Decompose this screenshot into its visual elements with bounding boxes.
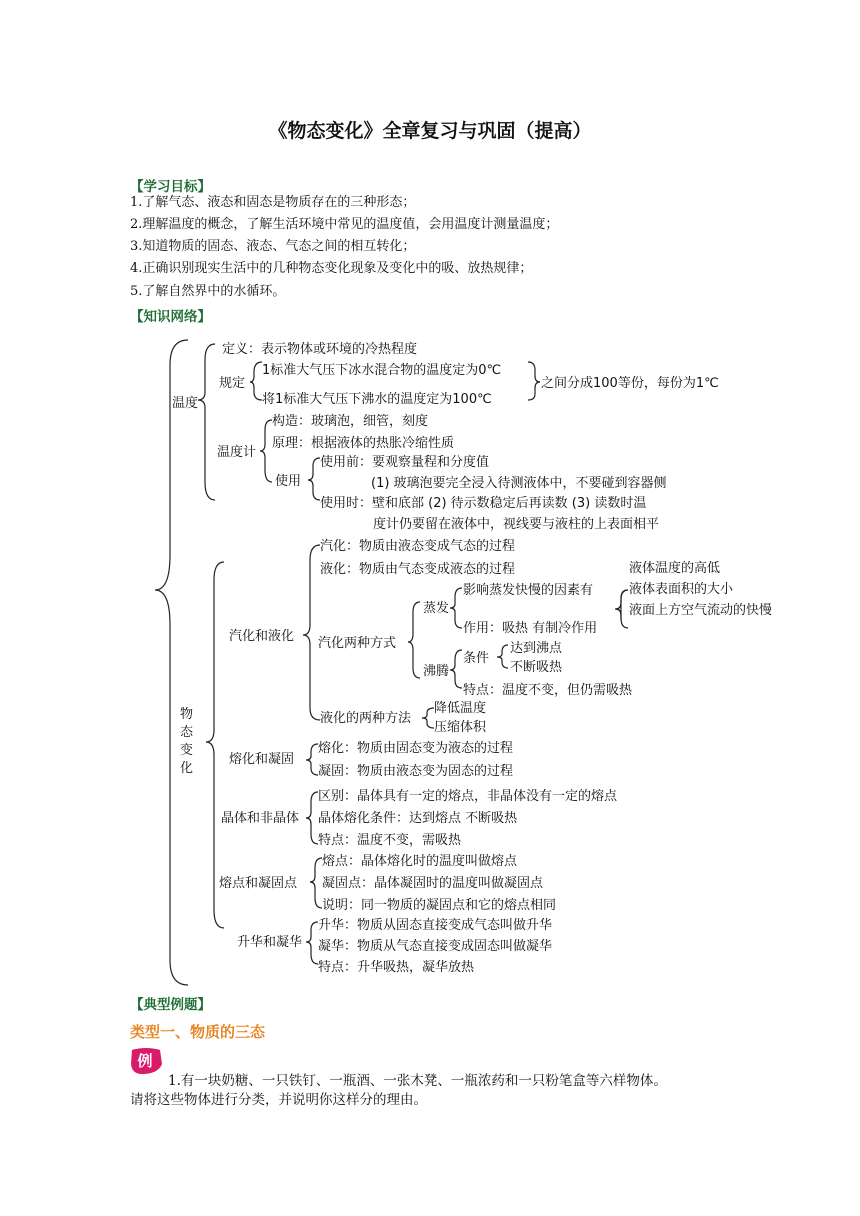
diagram-yingxiang: 影响蒸发快慢的因素有 xyxy=(463,583,594,598)
diagram-gouzao: 构造：玻璃泡，细管，刻度 xyxy=(272,414,429,429)
diagram-wutai-2: 态 xyxy=(180,725,194,740)
diagram-factor-1: 液体温度的高低 xyxy=(629,561,721,576)
diagram-shenghua: 升华：物质从固态直接变成气态叫做升华 xyxy=(318,918,553,933)
diagram-zhengfa: 蒸发 xyxy=(423,601,450,616)
type-heading: 类型一、物质的三态 xyxy=(130,1023,266,1041)
diagram-use-1: (1) 玻璃泡要完全浸入待测液体中，不要碰到容器侧 xyxy=(371,476,667,491)
objective-5: 5.了解自然界中的水循环。 xyxy=(130,284,286,299)
diagram-method-1: 降低温度 xyxy=(434,701,487,716)
diagram-wenduji: 温度计 xyxy=(217,445,257,460)
diagram-shiyong: 使用 xyxy=(275,474,302,489)
diagram-wutai-1: 物 xyxy=(180,707,194,722)
diagram-tedian-ft: 特点：温度不变，但仍需吸热 xyxy=(463,683,633,698)
example-badge xyxy=(128,1046,164,1076)
diagram-qihua-yehua: 汽化和液化 xyxy=(229,629,295,644)
diagram-jt-cond: 晶体熔化条件：达到熔点 不断吸热 xyxy=(318,811,518,826)
diagram-shuoming: 说明：同一物质的凝固点和它的熔点相同 xyxy=(322,898,557,913)
diagram-rongdian-nggd: 熔点和凝固点 xyxy=(219,876,298,891)
diagram-factor-3: 液面上方空气流动的快慢 xyxy=(629,603,773,618)
diagram-qihua-fangshi: 汽化两种方式 xyxy=(318,636,397,651)
section-examples: 【典型例题】 xyxy=(130,997,211,1013)
diagram-cond-1: 达到沸点 xyxy=(510,641,563,656)
diagram-yuanli: 原理：根据液体的热胀冷缩性质 xyxy=(272,436,455,451)
diagram-ronghua: 熔化：物质由固态变为液态的过程 xyxy=(318,741,514,756)
objective-3: 3.知道物质的固态、液态、气态之间的相互转化； xyxy=(130,239,416,254)
diagram-shiyongshi: 使用时：壁和底部 (2) 待示数稳定后再读数 (3) 读数时温 xyxy=(320,496,647,511)
diagram-ronghua-ninggu: 熔化和凝固 xyxy=(229,752,295,767)
diagram-yehua: 液化：物质由气态变成液态的过程 xyxy=(320,562,516,577)
diagram-tiaojian: 条件 xyxy=(463,651,490,666)
example-badge-icon xyxy=(128,1046,164,1076)
diagram-wutai-3: 变 xyxy=(180,743,194,758)
example-badge-label: 例 xyxy=(137,1052,153,1070)
diagram-factor-2: 液体表面积的大小 xyxy=(629,582,734,597)
objective-4: 4.正确识别现实生活中的几种物态变化现象及变化中的吸、放热规律； xyxy=(130,261,533,276)
diagram-qubie: 区别：晶体具有一定的熔点，非晶体没有一定的熔点 xyxy=(318,789,618,804)
diagram-dingyi: 定义：表示物体或环境的冷热程度 xyxy=(222,342,418,357)
diagram-feiteng: 沸腾 xyxy=(423,664,450,679)
page-title: 《物态变化》全章复习与巩固（提高） xyxy=(268,120,592,142)
diagram-jt-tedian: 特点：温度不变，需吸热 xyxy=(318,833,462,848)
diagram-wendu: 温度 xyxy=(172,396,199,411)
diagram-sh-tedian: 特点：升华吸热，凝华放热 xyxy=(318,960,475,975)
diagram-ninggu: 凝固：物质由液态变为固态的过程 xyxy=(318,764,514,779)
question-line-2: 请将这些物体进行分类，并说明你这样分的理由。 xyxy=(130,1092,427,1108)
diagram-wutai-4: 化 xyxy=(180,761,194,776)
diagram-guiding-note: 之间分成100等份，每份为1℃ xyxy=(541,376,719,391)
objective-1: 1.了解气态、液态和固态是物质存在的三种形态； xyxy=(130,195,416,210)
diagram-yehua-fangfa: 液化的两种方法 xyxy=(320,711,412,726)
diagram-ninghua: 凝华：物质从气态直接变成固态叫做凝华 xyxy=(318,939,553,954)
diagram-method-2: 压缩体积 xyxy=(434,720,487,735)
diagram-ningudian: 凝固点：晶体凝固时的温度叫做凝固点 xyxy=(322,876,544,891)
diagram-jingti: 晶体和非晶体 xyxy=(221,811,300,826)
diagram-qihua: 汽化：物质由液态变成气态的过程 xyxy=(320,539,516,554)
section-objectives: 【学习目标】 xyxy=(130,179,211,195)
diagram-guiding-2: 将1标准大气压下沸水的温度定为100℃ xyxy=(262,392,492,407)
objective-2: 2.理解温度的概念，了解生活环境中常见的温度值，会用温度计测量温度； xyxy=(130,217,559,232)
section-network: 【知识网络】 xyxy=(130,309,211,325)
diagram-shenghua-ninghua: 升华和凝华 xyxy=(237,935,303,950)
diagram-guiding: 规定 xyxy=(219,376,246,391)
diagram-shiyongqian: 使用前：要观察量程和分度值 xyxy=(320,455,490,470)
diagram-rongdian: 熔点：晶体熔化时的温度叫做熔点 xyxy=(322,854,518,869)
diagram-guiding-1: 1标准大气压下冰水混合物的温度定为0℃ xyxy=(262,363,502,378)
diagram-use-3: 度计仍要留在液体中，视线要与液柱的上表面相平 xyxy=(373,517,660,532)
question-line-1: 1.有一块奶糖、一只铁钉、一瓶酒、一张木凳、一瓶浓药和一只粉笔盒等六样物体。 xyxy=(168,1073,667,1089)
diagram-zuoyong: 作用：吸热 有制冷作用 xyxy=(463,621,598,636)
diagram-cond-2: 不断吸热 xyxy=(510,660,563,675)
